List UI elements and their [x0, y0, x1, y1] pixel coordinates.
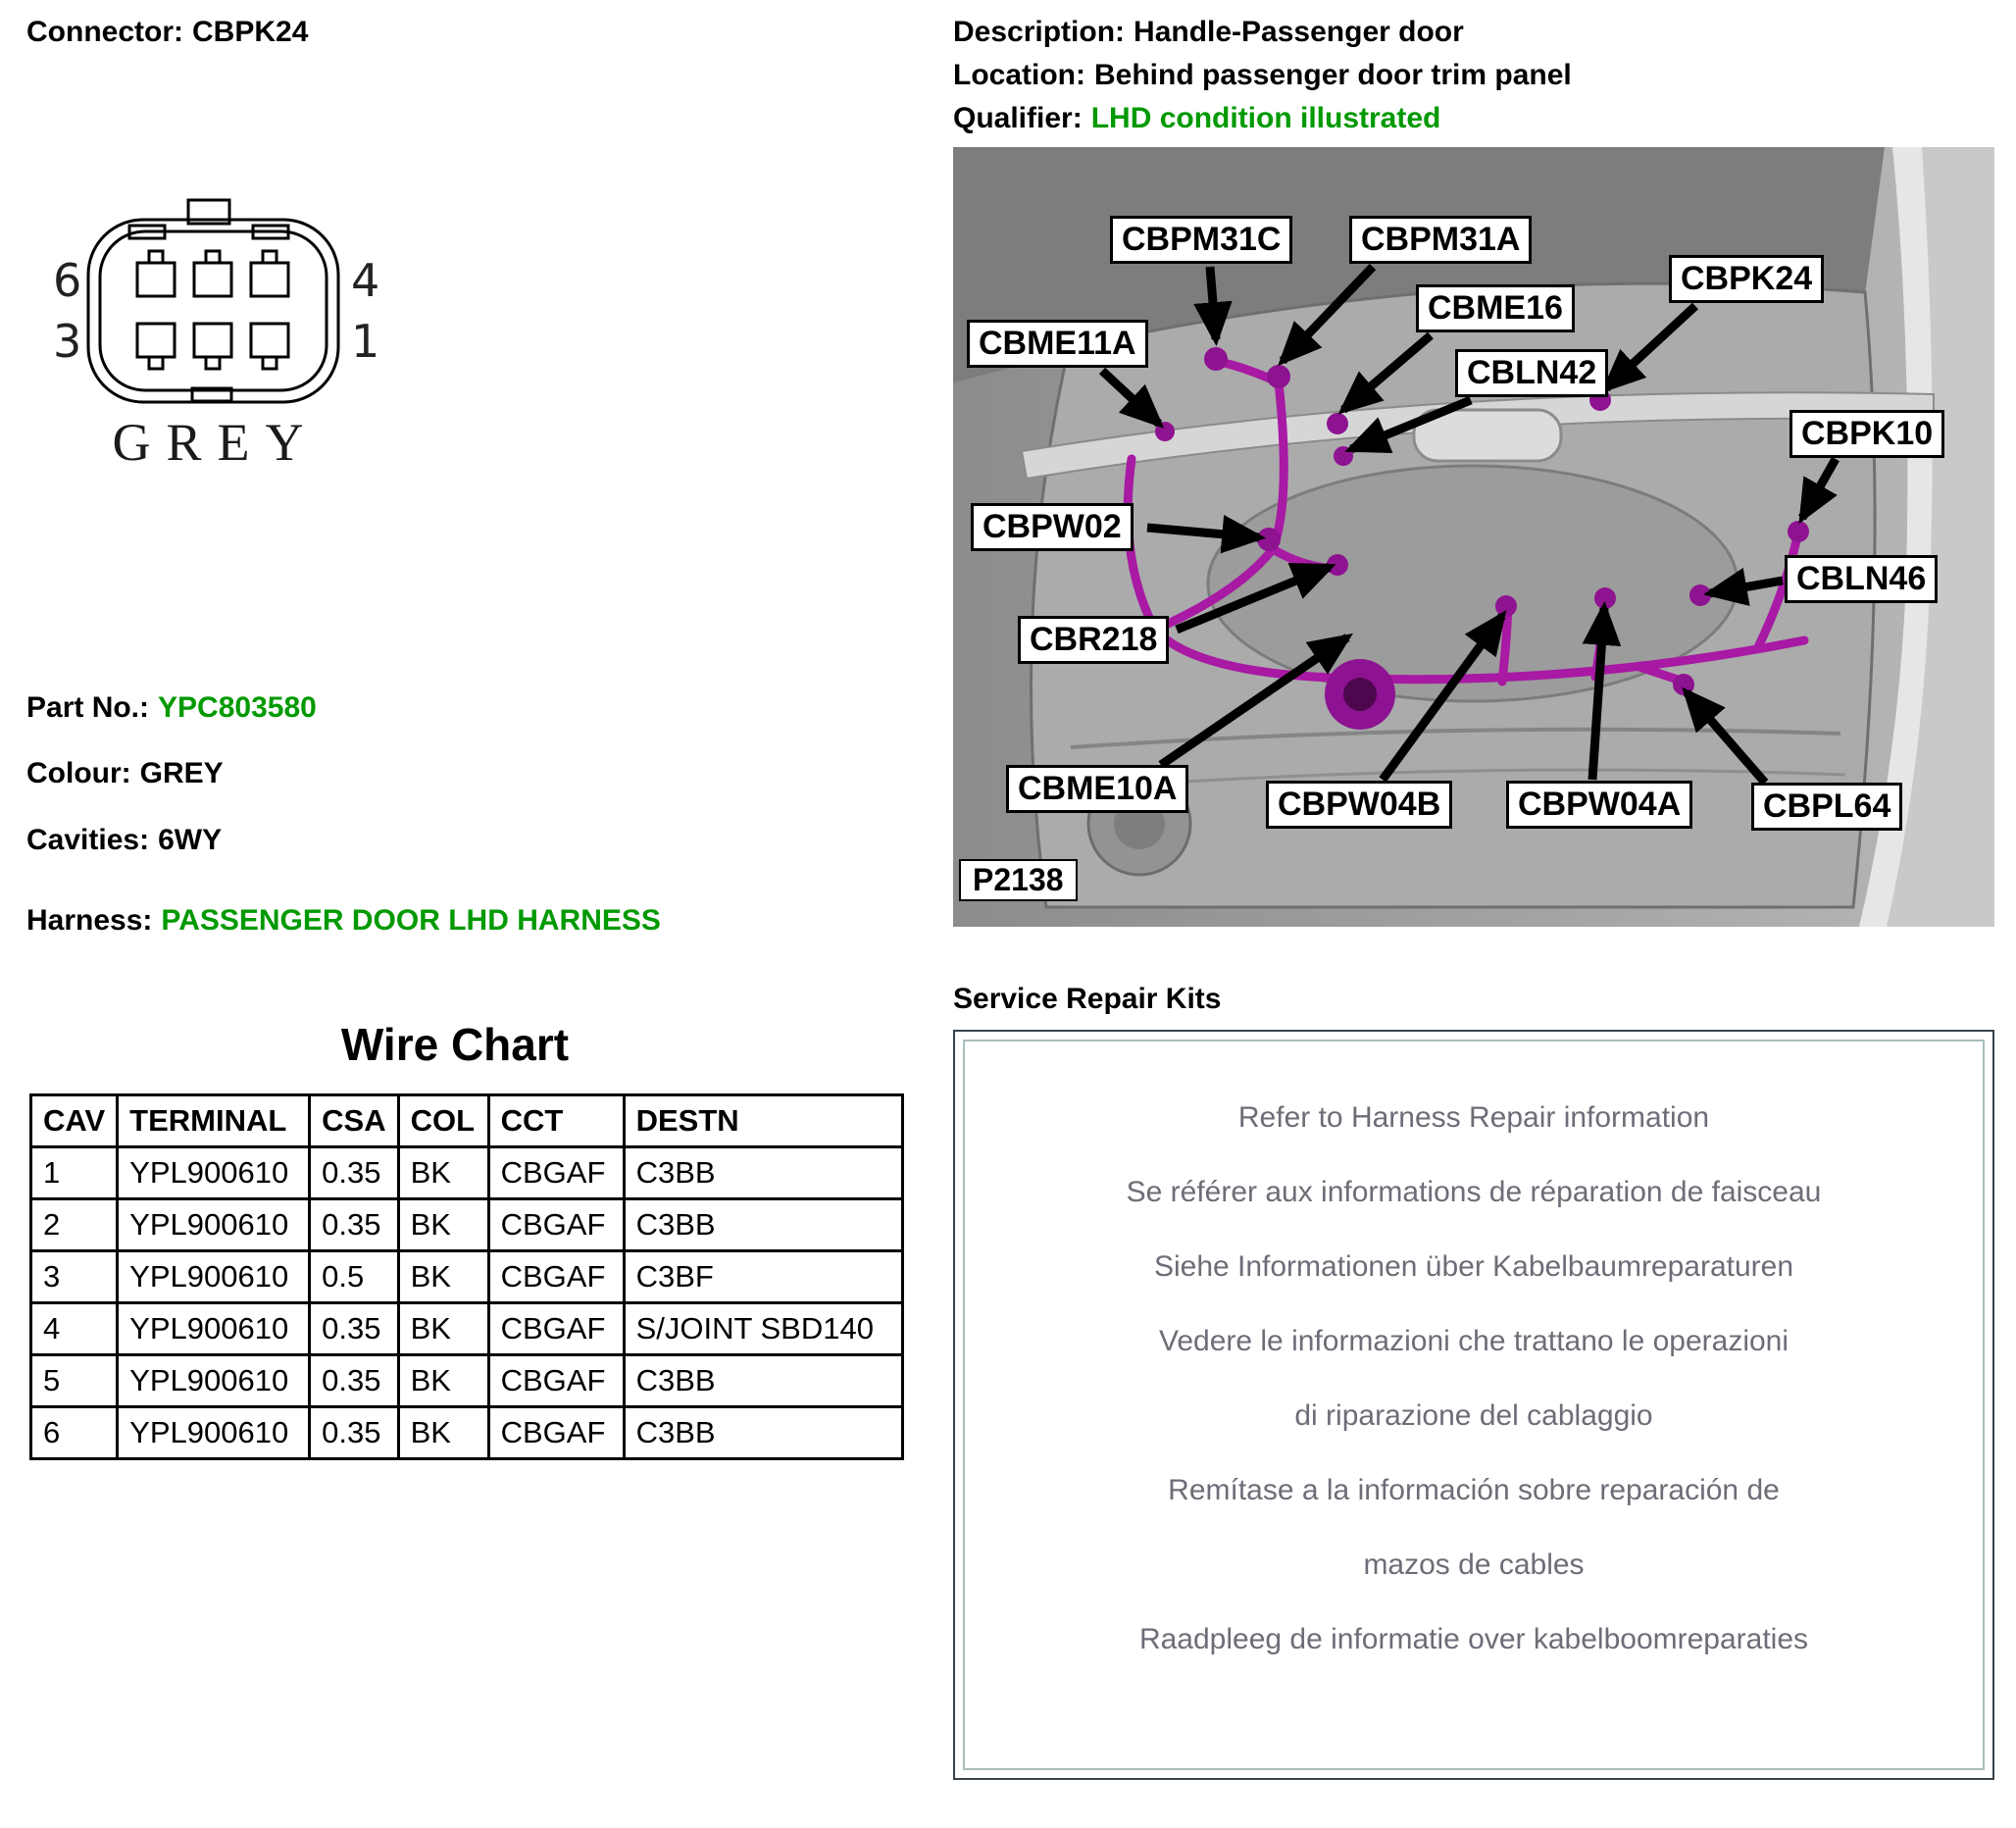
cell-cav: 1 [31, 1147, 118, 1199]
cell-col: BK [398, 1199, 488, 1251]
cell-csa: 0.35 [310, 1199, 398, 1251]
harness-label: Harness: [26, 904, 153, 937]
figure-number: P2138 [959, 859, 1078, 901]
cavities-value: 6WY [158, 824, 223, 856]
cell-destn: C3BB [624, 1407, 902, 1459]
cell-col: BK [398, 1147, 488, 1199]
door-location-photo [953, 147, 1994, 927]
repair-info-line-es-1: Remítase a la información sobre reparación de [1168, 1474, 1780, 1506]
cell-cct: CBGAF [488, 1303, 624, 1355]
qualifier-line [953, 102, 1440, 135]
cell-cav: 6 [31, 1407, 118, 1459]
callout-cbpl64: CBPL64 [1751, 783, 1902, 831]
cell-terminal: YPL900610 [118, 1147, 310, 1199]
cell-csa: 0.5 [310, 1251, 398, 1303]
callout-cbr218: CBR218 [1018, 616, 1169, 664]
callout-cbln42: CBLN42 [1455, 349, 1608, 397]
cell-cav: 2 [31, 1199, 118, 1251]
connector-value: CBPK24 [192, 16, 309, 48]
table-row [31, 1407, 903, 1459]
repair-info-line-de: Siehe Informationen über Kabelbaumreparaturen [1153, 1250, 1794, 1283]
callout-cbpw04b: CBPW04B [1266, 781, 1452, 829]
cell-destn: C3BF [624, 1251, 902, 1303]
service-repair-kits-inner [963, 1040, 1985, 1770]
part-no-value[interactable]: YPC803580 [158, 691, 317, 724]
cavities-label: Cavities: [26, 824, 150, 856]
cell-terminal: YPL900610 [118, 1199, 310, 1251]
cell-cct: CBGAF [488, 1199, 624, 1251]
cell-destn: C3BB [624, 1147, 902, 1199]
service-repair-kits-box [953, 1030, 1994, 1780]
harness-value[interactable]: PASSENGER DOOR LHD HARNESS [161, 904, 661, 937]
col-header-terminal: TERMINAL [118, 1095, 310, 1147]
cell-csa: 0.35 [310, 1407, 398, 1459]
cell-cav: 4 [31, 1303, 118, 1355]
pin-number-top-right: 4 [351, 254, 380, 307]
table-row [31, 1355, 903, 1407]
cell-csa: 0.35 [310, 1147, 398, 1199]
location-value: Behind passenger door trim panel [1094, 59, 1572, 91]
cell-destn: C3BB [624, 1355, 902, 1407]
colour-label: Colour: [26, 757, 131, 789]
pin-number-bottom-left: 3 [53, 315, 82, 368]
part-no-line [26, 691, 317, 725]
connector-face-diagram [39, 196, 392, 427]
col-header-destn: DESTN [624, 1095, 902, 1147]
callout-cbpm31a: CBPM31A [1349, 216, 1532, 264]
location-label: Location: [953, 59, 1085, 91]
cell-terminal: YPL900610 [118, 1303, 310, 1355]
col-header-cct: CCT [488, 1095, 624, 1147]
cell-csa: 0.35 [310, 1355, 398, 1407]
connector-heading [26, 16, 308, 49]
description-value: Handle-Passenger door [1134, 16, 1464, 48]
pin-number-bottom-right: 1 [351, 315, 380, 368]
col-header-csa: CSA [310, 1095, 398, 1147]
cell-cct: CBGAF [488, 1355, 624, 1407]
wire-chart-header-row [31, 1095, 903, 1147]
callout-cbme16: CBME16 [1416, 284, 1575, 332]
cell-destn: C3BB [624, 1199, 902, 1251]
callout-cbpm31c: CBPM31C [1110, 216, 1292, 264]
pin-number-top-left: 6 [53, 254, 82, 307]
cell-csa: 0.35 [310, 1303, 398, 1355]
wire-chart-title: Wire Chart [340, 1019, 570, 1070]
wire-chart-table [29, 1093, 904, 1460]
repair-info-line-it-2: di riparazione del cablaggio [1294, 1399, 1653, 1432]
col-header-col: COL [398, 1095, 488, 1147]
col-header-cav: CAV [31, 1095, 118, 1147]
cell-terminal: YPL900610 [118, 1407, 310, 1459]
cell-col: BK [398, 1251, 488, 1303]
connector-colour-caption: GREY [112, 413, 320, 472]
cavities-line [26, 824, 222, 857]
harness-line [26, 904, 661, 938]
repair-info-line-es-2: mazos de cables [1363, 1549, 1585, 1581]
callout-cbpw04a: CBPW04A [1506, 781, 1692, 829]
qualifier-label: Qualifier: [953, 102, 1083, 134]
qualifier-value[interactable]: LHD condition illustrated [1090, 102, 1441, 134]
repair-info-line-en: Refer to Harness Repair information [1237, 1101, 1710, 1134]
table-row [31, 1199, 903, 1251]
callout-cbln46: CBLN46 [1785, 555, 1938, 603]
table-row [31, 1303, 903, 1355]
connector-inner-outline [100, 231, 327, 390]
colour-value: GREY [139, 757, 224, 789]
callout-cbme11a: CBME11A [967, 320, 1148, 368]
cell-destn: S/JOINT SBD140 [624, 1303, 902, 1355]
table-row [31, 1147, 903, 1199]
cell-cct: CBGAF [488, 1407, 624, 1459]
description-line [953, 16, 1464, 49]
cell-terminal: YPL900610 [118, 1251, 310, 1303]
terminal-row-top [137, 251, 288, 296]
service-repair-kits-title: Service Repair Kits [953, 983, 1222, 1015]
connector-label: Connector: [26, 16, 183, 48]
cell-col: BK [398, 1355, 488, 1407]
cell-cav: 5 [31, 1355, 118, 1407]
description-label: Description: [953, 16, 1126, 48]
cell-col: BK [398, 1303, 488, 1355]
cell-col: BK [398, 1407, 488, 1459]
cell-terminal: YPL900610 [118, 1355, 310, 1407]
repair-info-line-nl: Raadpleeg de informatie over kabelboomreparaties [1138, 1623, 1809, 1655]
repair-info-line-fr: Se référer aux informations de réparation de faisceau [1126, 1176, 1822, 1208]
colour-line [26, 757, 224, 790]
repair-info-line-it-1: Vedere le informazioni che trattano le operazioni [1158, 1325, 1789, 1357]
callout-cbpk10: CBPK10 [1789, 410, 1944, 458]
callout-cbpw02: CBPW02 [971, 503, 1134, 551]
part-no-label: Part No.: [26, 691, 150, 724]
callout-cbme10a: CBME10A [1006, 765, 1188, 813]
terminal-row-bottom [137, 324, 288, 369]
cell-cct: CBGAF [488, 1251, 624, 1303]
location-line [953, 59, 1572, 92]
cell-cct: CBGAF [488, 1147, 624, 1199]
cell-cav: 3 [31, 1251, 118, 1303]
table-row [31, 1251, 903, 1303]
connector-outer-outline [88, 220, 338, 402]
callout-cbpk24: CBPK24 [1669, 255, 1824, 303]
